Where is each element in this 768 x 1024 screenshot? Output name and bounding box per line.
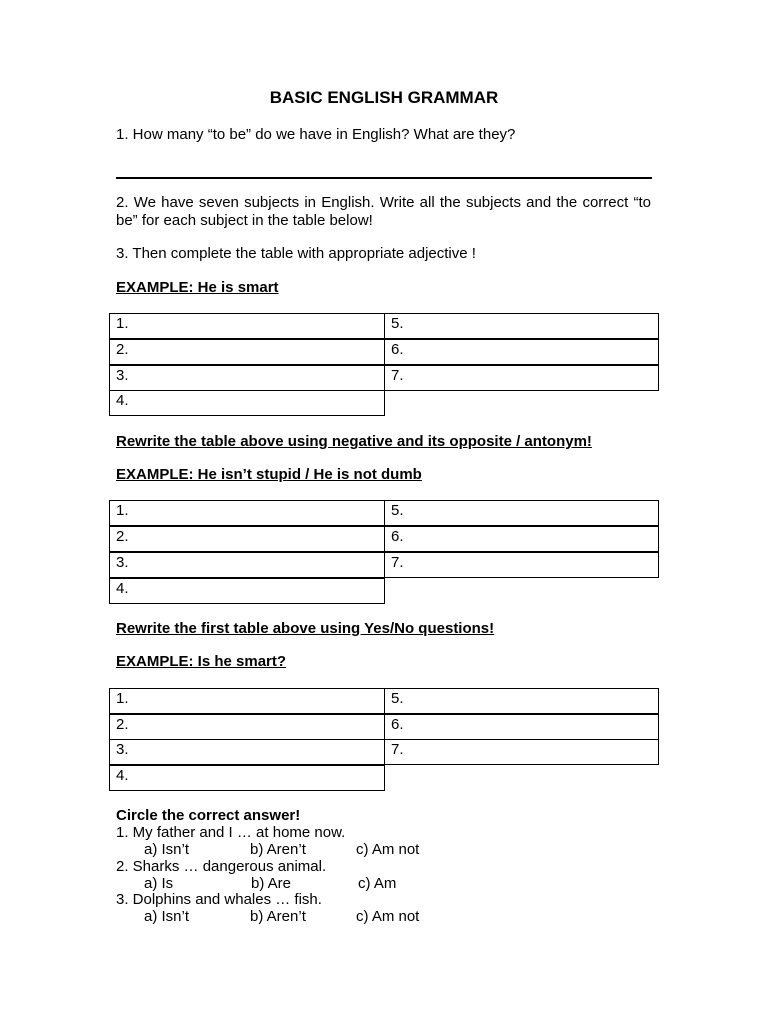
table-cell[interactable]: 4. bbox=[109, 578, 385, 604]
mcq-option-a[interactable]: a) Isn’t bbox=[144, 908, 190, 925]
mcq-option-b[interactable]: b) Aren’t bbox=[250, 908, 306, 925]
table-cell[interactable]: 7. bbox=[384, 739, 659, 765]
table-cell[interactable]: 7. bbox=[384, 365, 659, 391]
table-cell[interactable]: 2. bbox=[109, 526, 385, 552]
mcq-question-1: 1. My father and I … at home now. bbox=[116, 824, 346, 841]
question-2: 2. We have seven subjects in English. Write all the subjects and the correct “to be” for each subject in the table below! bbox=[116, 194, 651, 229]
example-3: EXAMPLE: Is he smart? bbox=[116, 653, 287, 670]
table-cell[interactable]: 3. bbox=[109, 365, 385, 391]
example-2: EXAMPLE: He isn’t stupid / He is not dumb bbox=[116, 466, 422, 483]
example-1: EXAMPLE: He is smart bbox=[116, 279, 279, 296]
table-cell[interactable]: 6. bbox=[384, 339, 659, 365]
table-cell[interactable]: 1. bbox=[109, 688, 385, 714]
mcq-option-c[interactable]: c) Am not bbox=[356, 841, 420, 858]
rewrite-negative-instruction: Rewrite the table above using negative and its opposite / antonym! bbox=[116, 433, 592, 450]
mcq-option-c[interactable]: c) Am bbox=[358, 875, 397, 892]
mcq-question-3: 3. Dolphins and whales … fish. bbox=[116, 891, 322, 908]
table-cell[interactable]: 1. bbox=[109, 500, 385, 526]
table-cell[interactable]: 2. bbox=[109, 339, 385, 365]
table-cell[interactable]: 2. bbox=[109, 714, 385, 740]
mcq-option-a[interactable]: a) Isn’t bbox=[144, 841, 190, 858]
table-cell[interactable]: 1. bbox=[109, 313, 385, 339]
table-cell[interactable]: 7. bbox=[384, 552, 659, 578]
mcq-option-b[interactable]: b) Are bbox=[251, 875, 292, 892]
table-cell[interactable]: 6. bbox=[384, 714, 659, 740]
table-cell[interactable]: 6. bbox=[384, 526, 659, 552]
mcq-option-c[interactable]: c) Am not bbox=[356, 908, 420, 925]
mcq-option-b[interactable]: b) Aren’t bbox=[250, 841, 306, 858]
table-cell[interactable]: 4. bbox=[109, 765, 385, 791]
table-cell[interactable]: 5. bbox=[384, 500, 659, 526]
table-cell[interactable]: 5. bbox=[384, 313, 659, 339]
table-cell[interactable]: 5. bbox=[384, 688, 659, 714]
circle-answer-heading: Circle the correct answer! bbox=[116, 807, 301, 824]
question-1: 1. How many “to be” do we have in English? What are they? bbox=[116, 126, 516, 143]
table-cell[interactable]: 3. bbox=[109, 552, 385, 578]
page-title: BASIC ENGLISH GRAMMAR bbox=[269, 88, 499, 107]
table-cell[interactable]: 4. bbox=[109, 390, 385, 416]
mcq-question-2: 2. Sharks … dangerous animal. bbox=[116, 858, 327, 875]
mcq-option-a[interactable]: a) Is bbox=[144, 875, 174, 892]
answer-line bbox=[116, 177, 652, 179]
question-3: 3. Then complete the table with appropriate adjective ! bbox=[116, 245, 476, 262]
rewrite-yesno-instruction: Rewrite the first table above using Yes/No questions! bbox=[116, 620, 495, 637]
table-cell[interactable]: 3. bbox=[109, 739, 385, 765]
